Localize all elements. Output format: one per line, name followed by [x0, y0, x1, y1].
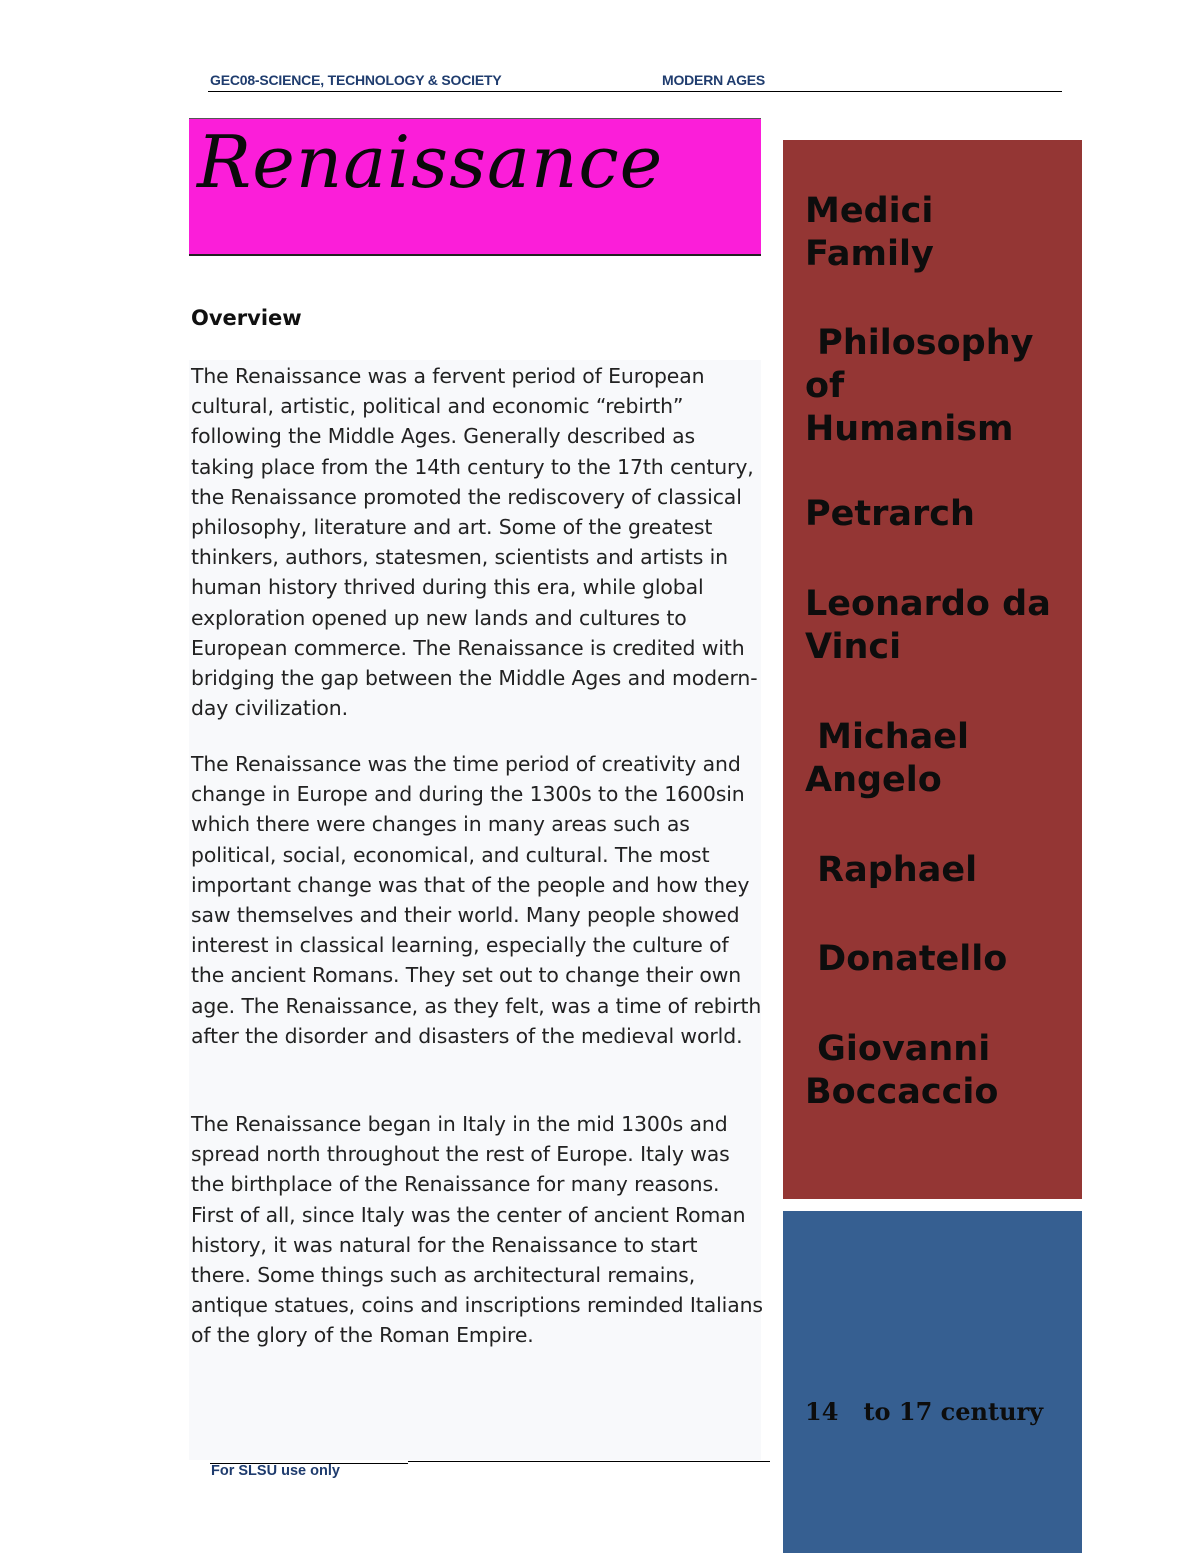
- sidebar-item-raphael: Raphael: [805, 850, 978, 890]
- period-box: [783, 1211, 1082, 1553]
- overview-heading: Overview: [191, 306, 302, 330]
- period-text: 14 to 17 century: [805, 1397, 1044, 1426]
- header-section-title: MODERN AGES: [662, 72, 766, 88]
- overview-paragraph-1: The Renaissance was a fervent period of European cultural, artistic, political and economic “rebirth” following the Middle Ages. Generally described as taking place from the 14th century to the 17th century, the Renaissance promoted the rediscovery of classical philosophy, literature and art. Some of the greatest thinkers, authors, statesmen, scientists and artists in human history thrived during this era, while global exploration opened up new lands and cultures to European commerce. The Renaissance is credited with bridging the gap between the Middle Ages and modern-day civilization.: [191, 364, 758, 721]
- sidebar-item-donatello: Donatello: [805, 939, 1008, 979]
- sidebar-item-leonardo-da-vinci: Leonardo da Vinci: [805, 584, 1051, 667]
- header-divider: [208, 91, 1062, 92]
- sidebar-item-philosophy-of-humanism: Philosophy of Humanism: [805, 323, 1034, 449]
- footer-divider-long: [408, 1461, 770, 1462]
- title-banner: [189, 118, 761, 256]
- page-title: Renaissance: [197, 120, 664, 204]
- sidebar-item-michael-angelo: Michael Angelo: [805, 717, 970, 800]
- footer-note: For SLSU use only: [211, 1463, 340, 1479]
- header-course-title: GEC08-SCIENCE, TECHNOLOGY & SOCIETY: [210, 72, 502, 88]
- sidebar-item-medici-family: Medici Family: [805, 191, 934, 274]
- overview-paragraph-2: The Renaissance was the time period of creativity and change in Europe and during the 1300s to the 1600sin which there were changes in many areas such as political, social, economical, and cultural. The most important change was that of the people and how they saw themselves and their world. Many people showed interest in classical learning, especially the culture of the ancient Romans. They set out to change their own age. The Renaissance, as they felt, was a time of rebirth after the disorder and disasters of the medieval world.: [191, 752, 762, 1048]
- sidebar-item-giovanni-boccaccio: Giovanni Boccaccio: [805, 1029, 999, 1112]
- overview-paragraph-3: The Renaissance began in Italy in the mid 1300s and spread north throughout the rest of Europe. Italy was the birthplace of the Renaissance for many reasons. First of all, since Italy was the center of ancient Roman history, it was natural for the Renaissance to start there. Some things such as architectural remains, antique statues, coins and inscriptions reminded Italians of the glory of the Roman Empire.: [191, 1112, 763, 1348]
- sidebar-item-petrarch: Petrarch: [805, 494, 975, 534]
- topics-sidebar: [783, 140, 1082, 1199]
